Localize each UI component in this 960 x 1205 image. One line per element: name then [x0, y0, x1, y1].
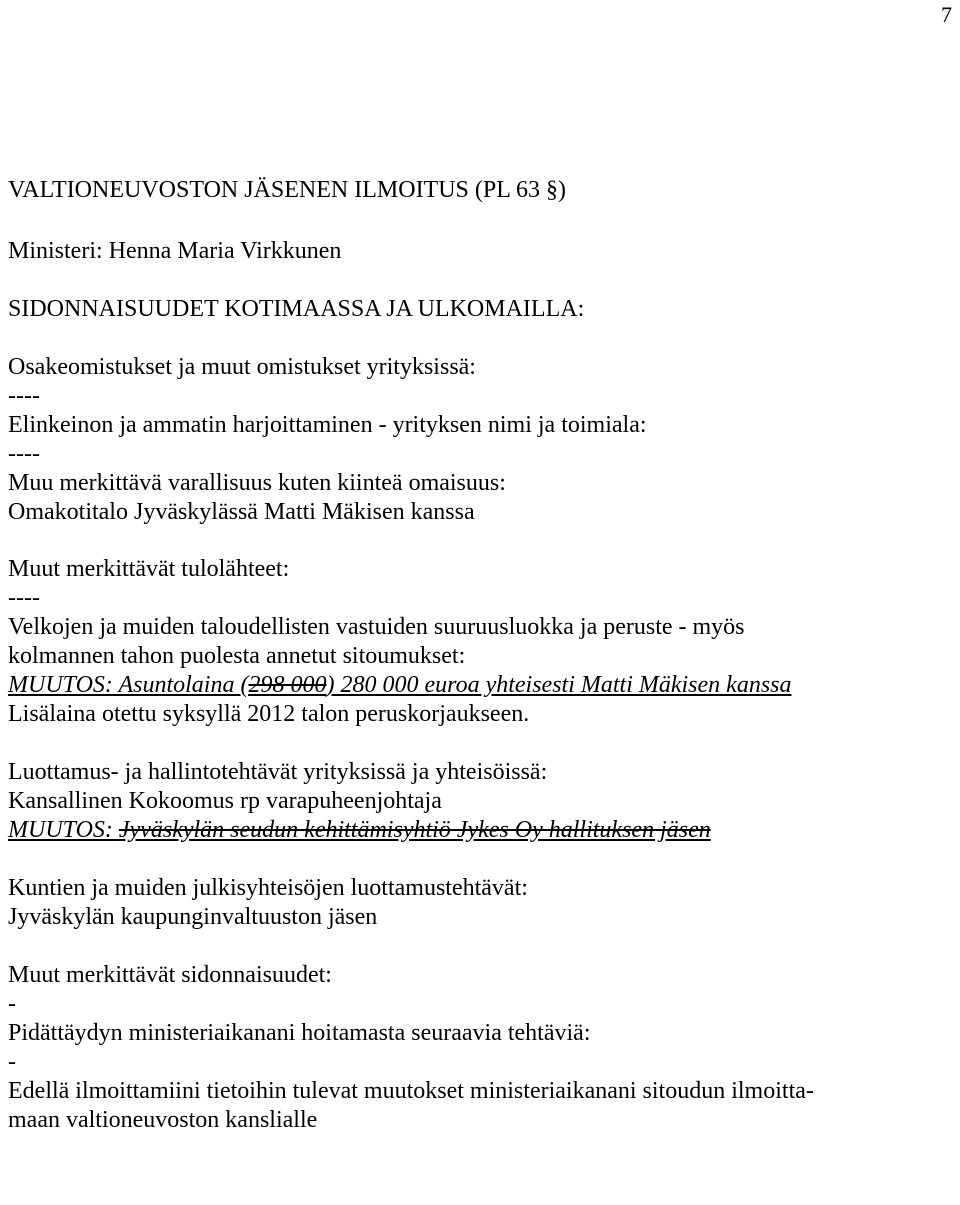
income-heading: Muut merkittävät tulolähteet: — [8, 556, 290, 582]
debts-change — [8, 671, 948, 700]
trust-heading: Luottamus- ja hallintotehtävät yrityksissä ja yhteisöissä: — [8, 759, 548, 785]
refrain-value: - — [8, 1049, 16, 1075]
document-title: VALTIONEUVOSTON JÄSENEN ILMOITUS (PL 63 §) — [8, 177, 566, 203]
income-value: ---- — [8, 585, 40, 611]
refrain-heading: Pidättäydyn ministeriaikanani hoitamasta seuraavia tehtäviä: — [8, 1020, 591, 1046]
property-heading: Muu merkittävä varallisuus kuten kiinteä omaisuus: — [8, 470, 506, 496]
ownership-value: ---- — [8, 383, 40, 409]
business-heading: Elinkeinon ja ammatin harjoittaminen - yrityksen nimi ja toimiala: — [8, 412, 647, 438]
municipal-value: Jyväskylän kaupunginvaltuuston jäsen — [8, 904, 378, 930]
property-value: Omakotitalo Jyväskylässä Matti Mäkisen kanssa — [8, 499, 475, 525]
business-value: ---- — [8, 441, 40, 467]
other-ties-value: - — [8, 991, 16, 1017]
trust-value: Kansallinen Kokoomus rp varapuheenjohtaja — [8, 788, 442, 814]
document-body — [8, 176, 948, 1135]
debts-change-old-amount: 298 000 — [248, 672, 327, 698]
minister-name: Ministeri: Henna Maria Virkkunen — [8, 238, 342, 264]
debts-change-prefix: MUUTOS: Asuntolaina ( — [8, 672, 249, 698]
ownership-heading: Osakeomistukset ja muut omistukset yrityksissä: — [8, 354, 476, 380]
debts-heading-line2: kolmannen tahon puolesta annetut sitoumukset: — [8, 643, 466, 669]
page-number: 7 — [941, 2, 952, 27]
other-ties-heading: Muut merkittävät sidonnaisuudet: — [8, 962, 332, 988]
municipal-heading: Kuntien ja muiden julkisyhteisöjen luottamustehtävät: — [8, 875, 528, 901]
trust-change-removed: Jyväskylän seudun kehittämisyhtiö Jykes Oy hallituksen jäsen — [118, 817, 711, 843]
debts-note: Lisälaina otettu syksyllä 2012 talon peruskorjaukseen. — [8, 701, 530, 727]
section-heading: SIDONNAISUUDET KOTIMAASSA JA ULKOMAILLA: — [8, 296, 585, 322]
closing-line1: Edellä ilmoittamiini tietoihin tulevat muutokset ministeriaikanani sitoudun ilmoitta- — [8, 1078, 814, 1104]
trust-change — [8, 816, 948, 845]
debts-change-rest: ) 280 000 euroa yhteisesti Matti Mäkisen kanssa — [326, 672, 792, 698]
debts-heading-line1: Velkojen ja muiden taloudellisten vastuiden suuruusluokka ja peruste - myös — [8, 614, 745, 640]
closing-line2: maan valtioneuvoston kanslialle — [8, 1107, 318, 1133]
trust-change-prefix: MUUTOS: — [8, 817, 119, 843]
